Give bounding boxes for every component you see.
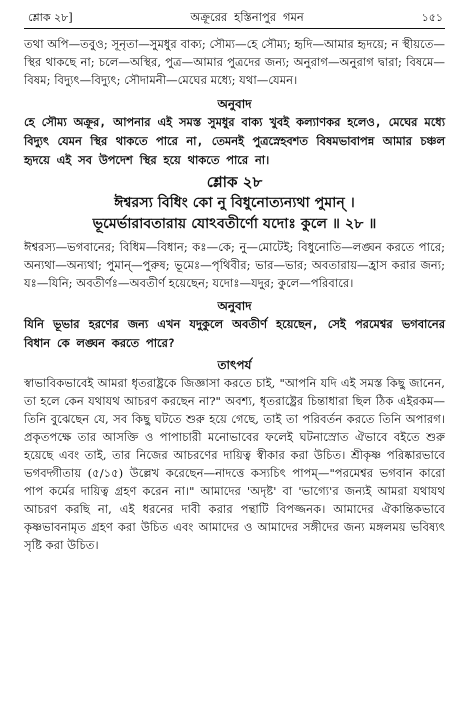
translation-heading-1: অনুবাদ [217,96,252,111]
verse-heading: শ্লোক ২৮ [206,172,263,191]
header-rule [24,28,445,29]
verse-reference: শ্লোক ২৮] [28,11,73,24]
translation-1: হে সৌম্য অক্রূর, আপনার এই সমস্ত সুমধুর বাক্য খুবই কল্যাণকর হলেও, মেঘের মধ্যে বিদ্যুৎ যেমন স্থির থাকতে পারে না, তেমনই পুত্রস্নেহবশত বিষমভাবাপন্ন আমার চঞ্চল হৃদয়ে এই সব উপদেশ স্থির হয়ে থাকতে পারে না। [24,114,445,167]
purport-heading: তাৎপর্য [217,358,252,373]
chapter-title: অক্রূরের হস্তিনাপুর গমন [190,10,304,24]
purport-text: স্বাভাবিকভাবেই আমরা ধৃতরাষ্ট্রকে জিজ্ঞাসা করতে চাই, "আপনি যদি এই সমস্ত কিছু জানেন, তা হলে কেন যথাযথ আচরণ করছেন না?" অবশ্য, ধৃতরাষ্ট্রের চিন্তাধারা ছিল ঠিক এইরকম—তিনি বুঝেছেন যে, সব কিছু ঘটতে শুরু হয়ে গেছে, তাই তা পরিবর্তন করতে তিনি অপারগ। প্রকৃতপক্ষে তার আসক্তি ও পাপাচারী মনোভাবের ফলেই ঘটনাস্রোত ঐভাবে বইতে শুরু হয়েছে এবং তাই, তার নিজের আচরণের দায়িত্ব স্বীকার করা উচিত। শ্রীকৃষ্ণ পরিষ্কারভাবে ভগবদ্গীতায় (৫/১৫) উল্লেখ করেছেন—নাদত্তে কস্যচিৎ পাপম্—"পরমেশ্বর ভগবান কারো পাপ কর্মের দায়িত্ব গ্রহণ করেন না।" আমাদের 'অদৃষ্ট' বা 'ভাগ্যে'র জন্যই আমরা যথাযথ আচরণ করছি না, এই ধরনের দাবী করার পন্থাটি বিপজ্জনক। আমাদের ঐকান্তিকভাবে কৃষ্ণভাবনামৃত গ্রহণ করা উচিত এবং আমাদের ও আমাদের সঙ্গীদের জন্য মঙ্গলময় ভবিষ্যৎ সৃষ্টি করা উচিত। [24,376,445,553]
running-header [24,10,445,25]
page-number: ১৫১ [421,11,443,24]
verse-line-2: ভূমের্ভারাবতারায় যোঽবতীর্ণো যদোঃ কুলে ॥ ২৮ ॥ [92,215,377,232]
word-meanings-2: ঈশ্বরস্য—ভগবানের; বিধিম—বিধান; কঃ—কে; নু—মোটেই; বিধুনোতি—লঙ্ঘন করতে পারে; অন্যথা—অন্যথা; পুমান্—পুরুষ; ভূমেঃ—পৃথিবীর; ভার—ভার; অবতারায়—হ্রাস করার জন্য; যঃ—যিনি; অবতীর্ণঃ—অবতীর্ণ হয়েছেন; যদোঃ—যদুর; কুলে—পরিবারে। [24,239,445,291]
translation-heading-2: অনুবাদ [217,299,252,314]
verse-line-1: ঈশ্বরস্য বিধিং কো নু বিধুনোত্যন্যথা পুমান্ । [114,194,355,211]
translation-2: যিনি ভূভার হরণের জন্য এখন যদুকুলে অবতীর্ণ হয়েছেন, সেই পরমেশ্বর ভগবানের বিধান কে লঙ্ঘন করতে পারে? [24,317,445,351]
word-meanings-1: তথা অপি—তবুও; সূনৃতা—সুমধুর বাক্য; সৌম্য—হে সৌম্য; হৃদি—আমার হৃদয়ে; ন স্থীয়তে—স্থির থাকছে না; চলে—অস্থির, পুত্র—আমার পুত্রদের জন্য; অনুরাগ—অনুরাগ দ্বারা; বিষমে—বিষম; বিদ্যুৎ—বিদ্যুৎ; সৌদামনী—মেঘের মধ্যে; যথা—যেমন। [24,37,445,88]
